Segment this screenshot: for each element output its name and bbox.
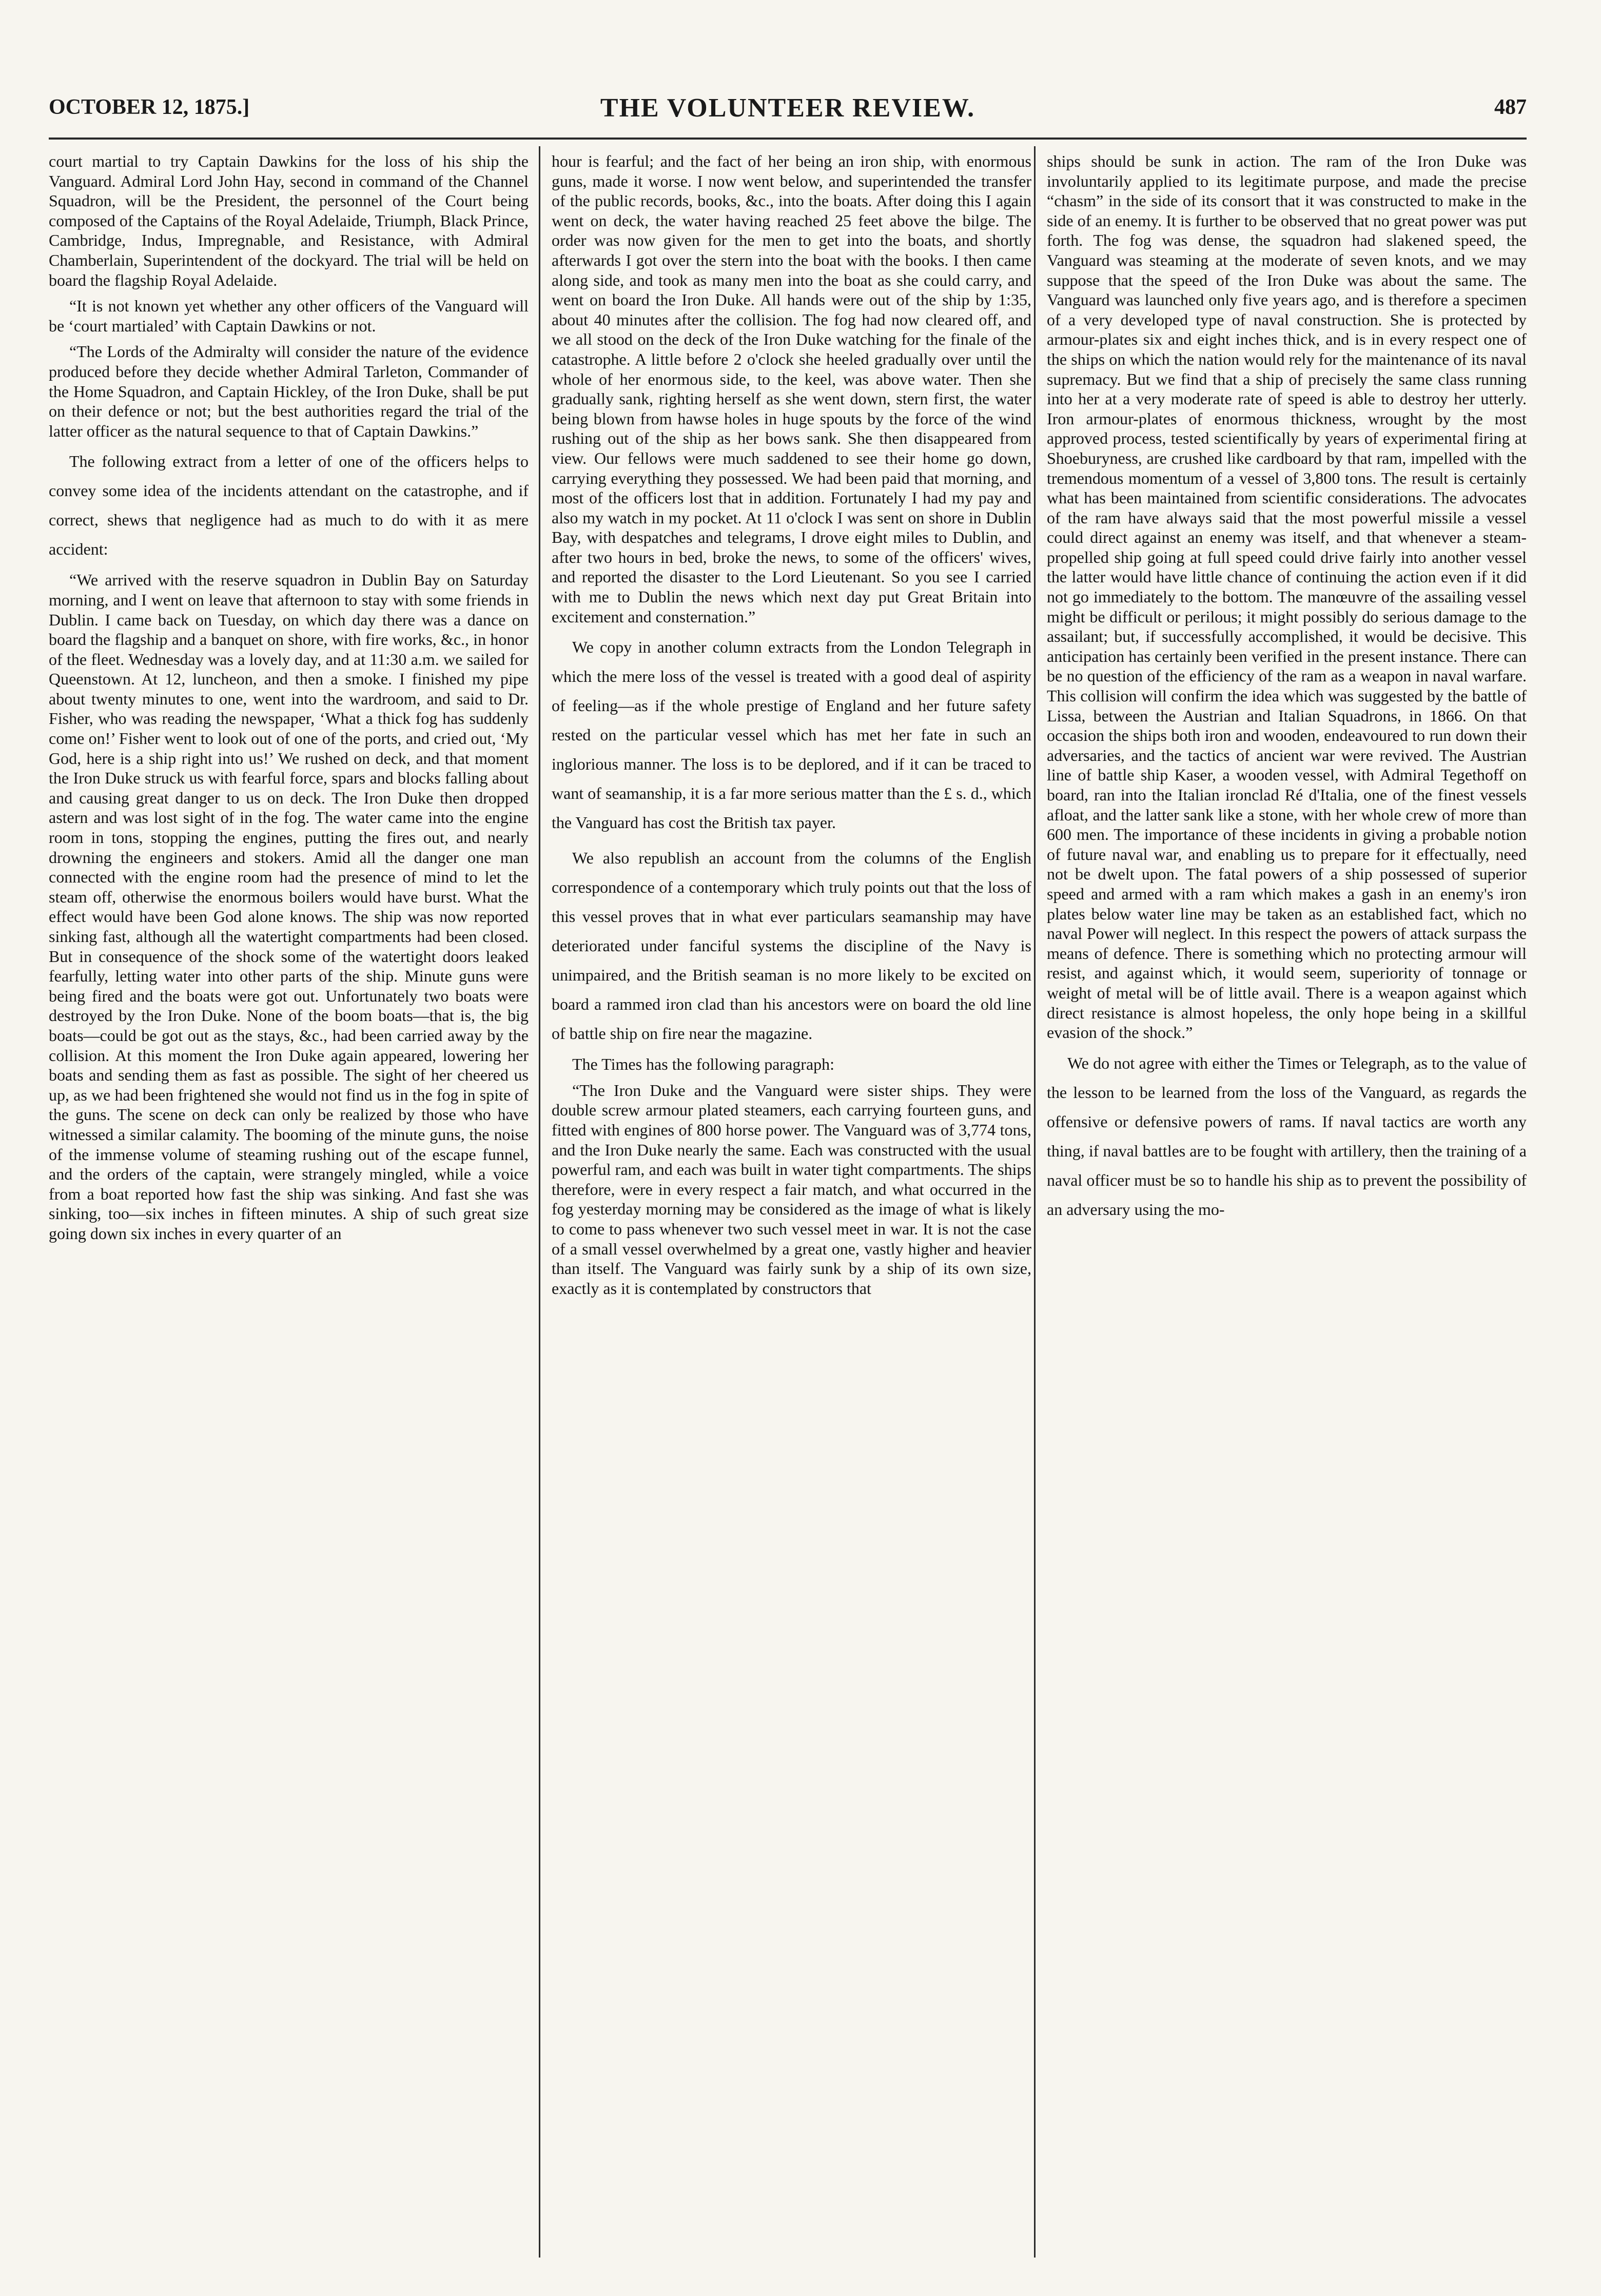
paragraph: The Times has the following paragraph: bbox=[572, 1055, 835, 1074]
paragraph: We do not agree with either the Times or Telegraph, as to the value of the lesson to be learned from the loss of the Vanguard, as regards the offensive or defensive powers of rams. If naval tactics are worth any thing, if naval battles are to be fought with artillery, then the training of a naval officer must be so to handle his ship as to prevent the possibility of an adversary using the mo- bbox=[1047, 1053, 1527, 1219]
paragraph: “It is not known yet whether any other officers of the Vanguard will be ‘court martialed’ with Captain Dawkins or not. bbox=[49, 297, 529, 335]
paragraph: hour is fearful; and the fact of her being an iron ship, with enormous guns, made it worse. I now went below, and superintended the transfer of the public records, books, &c., into the boats. After doing this I again went on deck, the water having reached 25 feet above the bilge. The order was now given for the men to get into the boats, and shortly afterwards I got over the stern into the boat with the books. I then came along side, and took as many men into the boat as she could carry, and went on board the Iron Duke. All hands were out of the ship by 1:35, about 40 minutes after the collision. The fog had now cleared off, and we all stood on the deck of the Iron Duke watching for the finale of the catastrophe. A little before 2 o'clock she heeled gradually over until the whole of her enormous side, to the keel, was above water. Then she gradually sank, righting herself as she went down, stern first, the water being blown from hawse holes in huge spouts by the force of the wind rushing out of the ship as her bows sank. She then disappeared from view. Our fellows were much saddened to see their home go down, carrying everything they possessed. We had been paid that morning, and most of the officers lost that in addition. Fortunately I had my pay and also my watch in my pocket. At 11 o'clock I was sent on shore in Dublin Bay, with despatches and telegrams, I drove eight miles to Dublin, and after two hours in bed, broke the news, to some of the officers' wives, and reported the disaster to the Lord Lieutenant. So you see I carried with me to Dublin the news which next day put Great Britain into excitement and consternation.” bbox=[552, 152, 1031, 626]
paragraph: We copy in another column extracts from the London Telegraph in which the mere loss of the vessel is treated with a good deal of aspirity of feeling—as if the whole prestige of England and her future safety rested on the particular vessel which has met her fate in such an inglorious manner. The loss is to be deplored, and if it can be traced to want of seamanship, it is a far more serious matter than the £ s. d., which the Vanguard has cost the British tax payer. bbox=[552, 638, 1031, 832]
paragraph: ships should be sunk in action. The ram of the Iron Duke was involuntarily applied to its legitimate purpose, and made the precise “chasm” in the side of its consort that it was constructed to make in the side of an enemy. It is further to be observed that no great power was put forth. The fog was dense, the squadron had slakened speed, the Vanguard was steaming at the moderate of seven knots, and we may suppose that the speed of the Iron Duke was about the same. The Vanguard was launched only five years ago, and is therefore a specimen of a very developed type of naval construction. She is protected by armour-plates six and eight inches thick, and is in every respect one of the ships on which the nation would rely for the maintenance of its naval supremacy. But we find that a ship of precisely the same class running into her at a very moderate rate of speed is able to destroy her utterly. Iron armour-plates of enormous thickness, wrought by the most approved process, tested scientifically by years of experimental firing at Shoeburyness, are crushed like cardboard by that ram, impelled with the tremendous momentum of a vessel of 3,800 tons. The result is certainly what has been maintained from scientific considerations. The advocates of the ram have always said that the most powerful missile a vessel could direct against an enemy was itself, and that whenever a steam-propelled ship going at full speed could drive fairly into another vessel the latter would have little chance of continuing the action even if it did not go immediately to the bottom. The manœuvre of the assailing vessel might be difficult or perilous; it might possibly do serious damage to the assailant; but, if successfully accomplished, it would be decisive. This anticipation has certainly been verified in the present instance. There can be no question of the efficiency of the ram as a weapon in naval warfare. This collision will confirm the idea which was suggested by the battle of Lissa, between the Austrian and Italian Squadrons, in 1866. On that occasion the ships both iron and wooden, endeavoured to run down their adversaries, and the tactics of ancient war were revived. The Austrian line of battle ship Kaser, a wooden vessel, with Admiral Tegethoff on board, ran into the Italian ironclad Ré d'Italia, one of the finest vessels afloat, and the latter sank like a stone, with her whole crew of more than 600 men. The importance of these incidents in giving a probable notion of future naval war, and enabling us to prepare for it effectually, need not be dwelt upon. The fatal powers of a ship possessed of superior speed and armed with a ram which makes a gash in an enemy's iron plates below water line may be taken as an established fact, which no naval Power will neglect. In this respect the powers of attack surpass the means of defence. There is something which no protecting armour will resist, and against which, it would seem, superiority of tonnage or weight of metal will be of little avail. There is a weapon against which direct resistance is almost hopeless, the only hope being in a skillful evasion of the shock.” bbox=[1047, 152, 1527, 1042]
paragraph: We also republish an account from the columns of the English correspondence of a contemporary which truly points out that the loss of this vessel proves that in what ever particulars seamanship may have deteriorated under fanciful systems the discipline of the Navy is unimpaired, and the British seaman is no more likely to be excited on board a rammed iron clad than his ancestors were on board the old line of battle ship on fire near the magazine. bbox=[552, 849, 1031, 1043]
paragraph: The following extract from a letter of one of the officers helps to convey some idea of the incidents attendant on the catastrophe, and if correct, shews that negligence had as much to do with it as mere accident: bbox=[49, 452, 529, 559]
issue-date: OCTOBER 12, 1875.] bbox=[49, 95, 250, 119]
paragraph: court martial to try Captain Dawkins for the loss of his ship the Vanguard. Admiral Lord John Hay, second in command of the Channel Squadron, will be the President, the personnel of the Court being composed of the Captains of the Royal Adelaide, Triumph, Black Prince, Cambridge, Indus, Impregnable, and Resistance, with Admiral Chamberlain, Superintendent of the dockyard. The trial will be held on board the flagship Royal Adelaide. bbox=[49, 152, 529, 289]
page-header bbox=[49, 90, 1527, 131]
paragraph: “We arrived with the reserve squadron in Dublin Bay on Saturday morning, and I went on leave that afternoon to stay with some friends in Dublin. I came back on Tuesday, on which day there was a dance on board the flagship and a banquet on shore, with fire works, &c., in honor of the fleet. Wednesday was a lovely day, and at 11:30 a.m. we sailed for Queenstown. At 12, luncheon, and then a smoke. I finished my pipe about twenty minutes to one, went into the wardroom, and said to Dr. Fisher, who was reading the newspaper, ‘What a thick fog has suddenly come on!’ Fisher went to look out of one of the ports, and cried out, ‘My God, here is a ship right into us!’ We rushed on deck, and that moment the Iron Duke struck us with fearful force, spars and blocks falling about and causing great danger to us on deck. The Iron Duke then dropped astern and was lost sight of in the fog. The water came into the engine room in tons, stopping the engines, putting the fires out, and nearly drowning the engineers and stokers. Amid all the danger one man connected with the engine room had the presence of mind to let the steam off, otherwise the enormous boilers would have burst. What the effect would have been God alone knows. The ship was now reported sinking fast, although all the watertight compartments had been closed. But in consequence of the shock some of the watertight doors leaked fearfully, letting water into other parts of the ship. Minute guns were being fired and the boats were got out. Unfortunately two boats were destroyed by the Iron Duke. None of the boom boats—that is, the big boats—could be got out as the stays, &c., had been carried away by the collision. At this moment the Iron Duke again appeared, lowering her boats and sending them as fast as possible. The sight of her cheered us up, as we had been frightened she would not find us in the fog in spite of the guns. The scene on deck can only be realized by those who have witnessed a similar calamity. The booming of the minute guns, the noise of the immense volume of steaming rushing out of the escape funnel, and the orders of the captain, were strangely mingled, while a voice from a boat reported how fast the ship was sinking. And fast she was sinking, too—six inches in fifteen minutes. A ship of such great size going down six inches in every quarter of an bbox=[49, 571, 529, 1243]
paragraph: “The Lords of the Admiralty will consider the nature of the evidence produced before they decide whether Admiral Tarleton, Commander of the Home Squadron, and Captain Hickley, of the Iron Duke, shall be put on their defence or not; but the best authorities regard the trial of the latter officer as the natural sequence to that of Captain Dawkins.” bbox=[49, 342, 529, 440]
paragraph: “The Iron Duke and the Vanguard were sister ships. They were double screw armour plated steamers, each carrying fourteen guns, and fitted with engines of 800 horse power. The Vanguard was of 3,774 tons, and the Iron Duke nearly the same. Each was constructed with the usual powerful ram, and each was built in water tight compartments. The ships therefore, were in every respect a fair match, and what occurred in the fog yesterday morning may be considered as the image of what is likely to come to pass whenever two such vessel meet in war. It is not the case of a small vessel overwhelmed by a great one, vastly higher and heavier than itself. The Vanguard was fairly sunk by a ship of its own size, exactly as it is contemplated by constructors that bbox=[552, 1081, 1031, 1298]
page-number: 487 bbox=[1494, 95, 1527, 119]
header-rule bbox=[49, 138, 1527, 140]
publication-title: THE VOLUNTEER REVIEW. bbox=[600, 93, 975, 123]
column-3 bbox=[1047, 151, 1527, 2258]
column-1 bbox=[49, 151, 529, 2258]
column-2 bbox=[552, 151, 1031, 2258]
column-divider-2 bbox=[1034, 146, 1036, 2258]
column-divider-1 bbox=[539, 146, 540, 2258]
